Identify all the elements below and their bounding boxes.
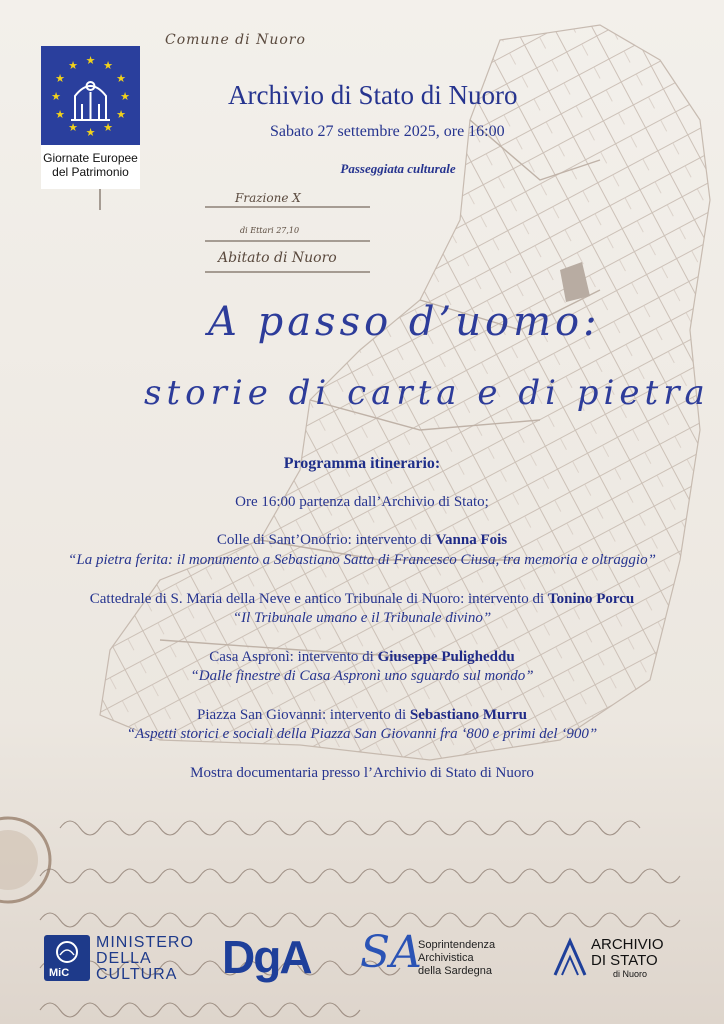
speaker-name: Vanna Fois <box>435 532 508 548</box>
stop-1-place <box>0 532 724 549</box>
svg-text:★: ★ <box>116 108 126 121</box>
map-label-frazione: Frazione X <box>235 191 301 205</box>
stop-3-talk: “Dalle finestre di Casa Aspronì uno sguardo sul mondo” <box>190 668 534 684</box>
asn-line2: DI STATO <box>591 952 658 969</box>
svg-text:★: ★ <box>68 59 78 72</box>
svg-text:★: ★ <box>51 90 61 103</box>
archivio-stato-logo <box>553 935 678 985</box>
svg-text:★: ★ <box>55 108 65 121</box>
svg-text:★: ★ <box>103 59 113 72</box>
event-date: Sabato 27 settembre 2025, ore 16:00 <box>270 123 505 140</box>
stop-place-text: Colle di Sant’Onofrio: intervento di <box>216 532 436 548</box>
svg-text:★: ★ <box>116 72 126 85</box>
map-label-abitato: Abitato di Nuoro <box>218 250 337 266</box>
speaker-name: Tonino Porcu <box>547 591 635 607</box>
svg-text:★: ★ <box>85 54 96 67</box>
asn-line1: ARCHIVIO <box>591 936 664 953</box>
stop-3-place <box>0 649 724 666</box>
stop-place-text: Piazza San Giovanni: intervento di <box>197 707 410 723</box>
svg-text:★: ★ <box>120 90 130 103</box>
asn-line3: di Nuoro <box>613 969 648 979</box>
mic-emblem-icon <box>44 935 90 981</box>
svg-text:★: ★ <box>55 72 65 85</box>
soprintendenza-logo <box>360 927 510 985</box>
stop-place-text: Cattedrale di S. Maria della Neve e antico Tribunale di Nuoro: intervento di <box>89 591 548 607</box>
svg-text:★: ★ <box>85 126 96 139</box>
mic-logo <box>44 935 194 987</box>
mic-line3: CULTURA <box>96 966 178 983</box>
eu-logo-caption-line1: Giornate Europee <box>43 151 138 165</box>
sas-mark-icon: SA <box>360 927 422 978</box>
stop-4-talk: “Aspetti storici e sociali della Piazza San Giovanni fra ‘800 e primi del ‘900” <box>126 726 598 742</box>
dga-logo: DgA <box>222 931 311 983</box>
speaker-name: Giuseppe Puligheddu <box>377 649 515 665</box>
sas-line1: Soprintendenza <box>418 939 496 951</box>
eu-flag-icon <box>41 46 140 145</box>
mic-line2: DELLA <box>96 950 152 967</box>
event-title-line2: storie di carta e di pietra <box>144 373 710 413</box>
svg-text:★: ★ <box>103 121 113 134</box>
mic-badge: MiC <box>49 967 70 979</box>
map-label-comune: Comune di Nuoro <box>165 32 306 48</box>
event-title-line1: A passo d’uomo: <box>208 299 601 345</box>
asn-mark-icon <box>553 937 587 977</box>
mic-line1: MINISTERO <box>96 934 194 951</box>
page-title: Archivio di Stato di Nuoro <box>228 80 518 110</box>
event-type: Passeggiata culturale <box>340 161 456 176</box>
stop-4-place <box>0 707 724 724</box>
sas-line3: della Sardegna <box>418 965 493 977</box>
sas-line2: Archivistica <box>418 952 474 964</box>
program-closing: Mostra documentaria presso l’Archivio di Stato di Nuoro <box>190 765 534 781</box>
speaker-name: Sebastiano Murru <box>409 707 527 723</box>
map-label-ettari: di Ettari 27,10 <box>240 226 300 235</box>
stop-2-talk: “Il Tribunale umano e il Tribunale divino” <box>232 610 492 626</box>
eu-logo-caption-line2: del Patrimonio <box>52 165 129 179</box>
program-heading: Programma itinerario: <box>283 455 441 472</box>
stop-place-text: Casa Aspronì: intervento di <box>209 649 378 665</box>
program-start: Ore 16:00 partenza dall’Archivio di Stato; <box>235 494 489 510</box>
stop-2-place <box>0 591 724 608</box>
svg-text:★: ★ <box>68 121 78 134</box>
stop-1-talk: “La pietra ferita: il monumento a Sebastiano Satta di Francesco Ciusa, tra memoria e oltraggio” <box>68 552 656 568</box>
